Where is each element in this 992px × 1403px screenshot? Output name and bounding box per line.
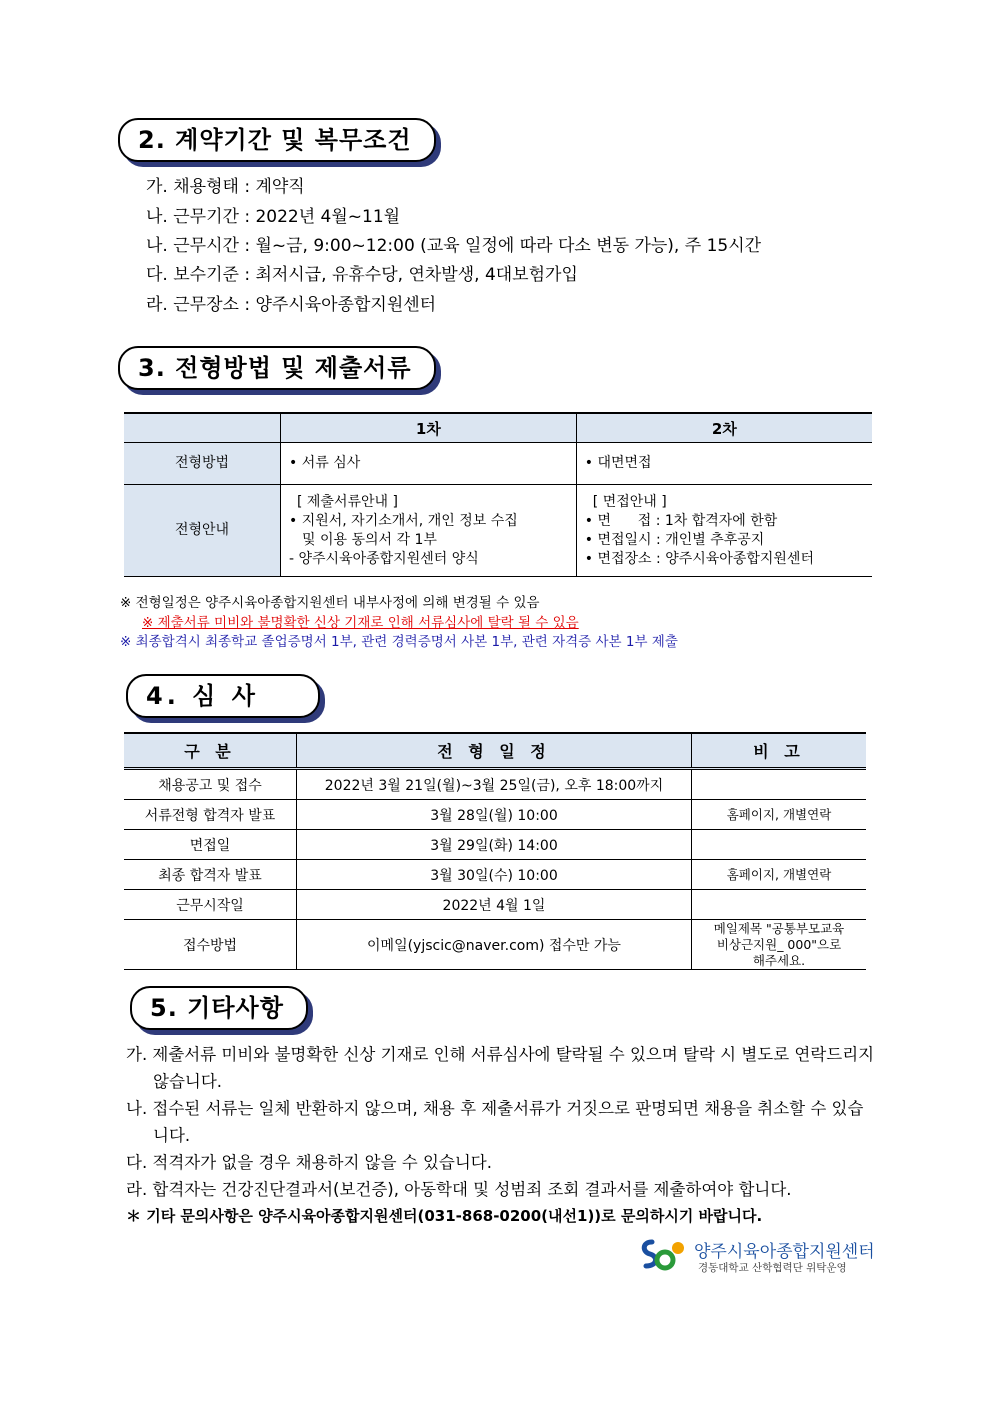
row-category: 면접일 [124,830,297,860]
section-2-title: 2. 계약기간 및 복무조건 [118,118,436,162]
row-remarks [692,890,867,920]
row-remarks [692,830,867,860]
guide-1st-line3: - 양주시육아종합지원센터 양식 [289,550,479,567]
note-final-documents: ※ 최종합격시 최종학교 졸업증명서 1부, 관련 경력증명서 사본 1부, 관련 자격증 사본 1부 제출 [120,634,678,650]
table-row [124,860,866,890]
guide-1st-line2: 및 이용 동의서 각 1부 [302,531,437,548]
note-schedule-change: ※ 전형일정은 양주시육아종합지원센터 내부사정에 의해 변경될 수 있음 [120,595,540,611]
table-row [124,830,866,860]
guide-2nd [576,485,872,577]
table-corner [124,413,281,443]
guide-2nd-line1: • 면 접 : 1차 합격자에 한함 [584,512,778,529]
note-ra: 라. 합격자는 건강진단결과서(보건증), 아동학대 및 성범죄 조회 결과서를 제출하여야 합니다. [126,1180,792,1199]
row-remarks: 홈페이지, 개별연락 [692,860,867,890]
work-hours: 나. 근무시간 : 월~금, 9:00~12:00 (교육 일정에 따라 다소 변동 가능), 주 15시간 [146,236,762,256]
other-notes [126,1041,876,1230]
guide-2nd-head: [ 면접안내 ] [592,493,667,510]
note-da: 다. 적격자가 없을 경우 채용하지 않을 수 있습니다. [126,1153,492,1172]
table-row [124,800,866,830]
row-schedule: 3월 29일(화) 14:00 [297,830,692,860]
note-contact: ＊ 기타 문의사항은 양주시육아종합지원센터(031-868-0200(내선1))로 문의하시기 바랍니다. [126,1207,763,1225]
work-period: 나. 근무기간 : 2022년 4월~11월 [146,207,401,227]
guide-2nd-line3: • 면접장소 : 양주시육아종합지원센터 [584,550,814,567]
row-schedule: 2022년 3월 21일(월)~3월 25일(금), 오후 18:00까지 [297,769,692,800]
col-header-1st: 1차 [281,413,577,443]
row-remarks [692,769,867,800]
row-label-guide: 전형안내 [124,485,281,577]
guide-1st-head: [ 제출서류안내 ] [297,493,398,510]
schedule-table [124,732,866,970]
center-logo [638,1236,874,1276]
remark-line3: 해주세요. [752,952,806,968]
row-schedule: 3월 30일(수) 10:00 [297,860,692,890]
guide-2nd-line2: • 면접일시 : 개인별 추후공지 [584,531,765,548]
header-schedule: 전 형 일 정 [297,733,692,769]
table-row [124,890,866,920]
pay-standard: 다. 보수기준 : 최저시급, 유휴수당, 연차발생, 4대보험가입 [146,265,578,285]
selection-method-table [124,412,872,577]
row-schedule: 이메일(yjscic@naver.com) 접수만 가능 [297,920,692,970]
center-logo-name: 양주시육아종합지원센터 [694,1242,875,1262]
table-row [124,769,866,800]
work-place: 라. 근무장소 : 양주시육아종합지원센터 [146,295,437,315]
row-category: 근무시작일 [124,890,297,920]
guide-1st [281,485,577,577]
row-category: 채용공고 및 접수 [124,769,297,800]
row-label-method: 전형방법 [124,443,281,485]
row-schedule: 3월 28일(월) 10:00 [297,800,692,830]
guide-1st-line1: • 지원서, 자기소개서, 개인 정보 수집 [289,512,518,529]
section-3-title: 3. 전형방법 및 제출서류 [118,346,436,390]
row-category: 최종 합격자 발표 [124,860,297,890]
method-2nd: • 대면면접 [576,443,872,485]
table-row [124,920,866,970]
section-4-title: 4. 심 사 [126,674,320,718]
center-logo-sub: 경동대학교 산학협력단 위탁운영 [698,1262,847,1274]
remark-line2: 비상근지원_ 000"으로 [716,936,842,952]
note-ga: 가. 제출서류 미비와 불명확한 신상 기재로 인해 서류심사에 탈락될 수 있으며 탈락 시 별도로 연락드리지 않습니다. [126,1045,875,1091]
row-schedule: 2022년 4월 1일 [297,890,692,920]
row-category: 접수방법 [124,920,297,970]
col-header-2nd: 2차 [576,413,872,443]
section-5-title: 5. 기타사항 [130,986,308,1030]
center-logo-icon [638,1236,686,1274]
header-remarks: 비 고 [692,733,867,769]
header-category: 구 분 [124,733,297,769]
row-remarks [692,920,867,970]
row-remarks: 홈페이지, 개별연락 [692,800,867,830]
note-document-warning: ※ 제출서류 미비와 불명확한 신상 기재로 인해 서류심사에 탈락 될 수 있음 [142,614,579,631]
method-1st: • 서류 심사 [281,443,577,485]
remark-line1: 메일제목 "공통부모교육 [713,920,845,936]
row-category: 서류전형 합격자 발표 [124,800,297,830]
employment-type: 가. 채용형태 : 계약직 [146,177,305,197]
selection-notes [120,594,678,653]
note-na: 나. 접수된 서류는 일체 반환하지 않으며, 채용 후 제출서류가 거짓으로 판명되면 채용을 취소할 수 있습니다. [126,1099,864,1145]
